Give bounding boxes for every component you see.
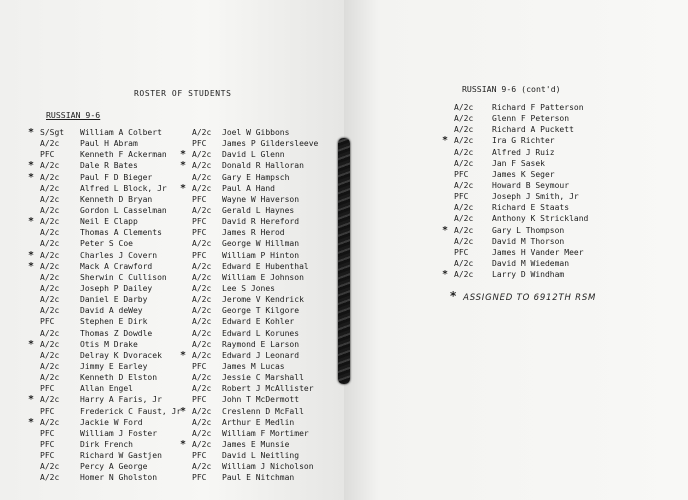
roster-row (182, 172, 342, 183)
student-name: Peter S Coe (80, 239, 133, 249)
student-name: Mack A Crawford (80, 261, 153, 271)
asterisk-mark: * (180, 160, 187, 172)
student-name: Richard A Puckett (492, 125, 574, 135)
rank: A/2c (454, 203, 474, 213)
rank: A/2c (454, 136, 474, 146)
rank: A/2c (40, 417, 60, 427)
roster-row (182, 361, 342, 372)
rank: A/2c (40, 473, 60, 483)
student-name: Kenneth D Elston (80, 373, 158, 383)
student-name: Sherwin C Cullison (80, 272, 167, 282)
roster-row (444, 135, 604, 146)
student-name: Raymond E Larson (222, 339, 300, 349)
roster-row (30, 383, 190, 394)
student-name: Thomas Z Dowdle (80, 328, 153, 338)
roster-row (444, 236, 604, 247)
roster-row (30, 261, 190, 272)
student-name: Ira G Richter (492, 136, 555, 146)
rank: A/2c (192, 283, 212, 293)
roster-row (182, 216, 342, 227)
student-name: Jessie C Marshall (222, 373, 304, 383)
rank: PFC (40, 317, 55, 327)
rank: A/2c (40, 306, 60, 316)
student-name: Dirk French (80, 439, 133, 449)
student-name: Stephen E Dirk (80, 317, 148, 327)
student-name: Donald R Halloran (222, 161, 304, 171)
student-name: Edward L Korunes (222, 328, 300, 338)
roster-row (182, 238, 342, 249)
roster-row (444, 169, 604, 180)
rank: A/2c (40, 250, 60, 260)
rank: PFC (454, 169, 469, 179)
rank: A/2c (40, 350, 60, 360)
asterisk-mark: * (180, 405, 187, 417)
student-name: Paul F D Bieger (80, 172, 153, 182)
rank: A/2c (40, 339, 60, 349)
roster-row (444, 202, 604, 213)
roster-row (444, 180, 604, 191)
student-name: Alfred J Ruiz (492, 147, 555, 157)
rank: PFC (192, 228, 207, 238)
student-name: Kenneth D Bryan (80, 194, 153, 204)
rank: PFC (192, 451, 207, 461)
student-name: Glenn F Peterson (492, 114, 570, 124)
roster-row (30, 294, 190, 305)
roster-row (30, 138, 190, 149)
student-name: Otis M Drake (80, 339, 138, 349)
rank: A/2c (192, 384, 212, 394)
rank: A/2c (40, 217, 60, 227)
student-name: James P Gildersleeve (222, 139, 319, 149)
student-name: Lee S Jones (222, 283, 275, 293)
roster-row (30, 250, 190, 261)
roster-row (182, 250, 342, 261)
roster-row (182, 205, 342, 216)
rank: PFC (40, 428, 55, 438)
rank: A/2c (192, 128, 212, 137)
roster-row (444, 247, 604, 258)
asterisk-mark: * (180, 149, 187, 161)
student-name: William A Colbert (80, 128, 162, 137)
rank: A/2c (40, 395, 60, 405)
student-name: William P Hinton (222, 250, 300, 260)
roster-row (444, 147, 604, 158)
roster-row (182, 372, 342, 383)
student-name: Howard B Seymour (492, 180, 570, 190)
rank: A/2c (192, 350, 212, 360)
roster-row (30, 216, 190, 227)
student-name: Richard W Gastjen (80, 451, 162, 461)
roster-row (182, 272, 342, 283)
rank: A/2c (192, 272, 212, 282)
rank: PFC (454, 247, 469, 257)
student-name: Richard E Staats (492, 203, 570, 213)
asterisk-mark: * (180, 349, 187, 361)
rank: PFC (192, 194, 207, 204)
student-name: Percy A George (80, 462, 148, 472)
asterisk-mark: * (28, 260, 35, 272)
rank: PFC (40, 406, 55, 416)
roster-row (182, 339, 342, 350)
roster-column-2 (182, 127, 342, 484)
student-name: David M Wiedeman (492, 258, 570, 268)
roster-row (444, 269, 604, 280)
roster-row (30, 272, 190, 283)
rank: A/2c (454, 158, 474, 168)
roster-row (182, 305, 342, 316)
rank: A/2c (454, 270, 474, 280)
student-name: James R Herod (222, 228, 285, 238)
rank: A/2c (454, 258, 474, 268)
student-name: William J Nicholson (222, 462, 314, 472)
student-name: James K Seger (492, 169, 555, 179)
continued-heading: RUSSIAN 9-6 (cont'd) (462, 84, 561, 94)
rank: A/2c (40, 139, 60, 149)
rank: A/2c (40, 361, 60, 371)
roster-row (30, 461, 190, 472)
rank: PFC (192, 217, 207, 227)
roster-row (30, 160, 190, 171)
student-name: Edward J Leonard (222, 350, 300, 360)
roster-row (182, 160, 342, 171)
roster-row (30, 328, 190, 339)
roster-row (30, 361, 190, 372)
rank: A/2c (192, 328, 212, 338)
student-name: Gary E Hampsch (222, 172, 290, 182)
asterisk-mark: * (28, 394, 35, 406)
rank: A/2c (40, 373, 60, 383)
student-name: Arthur E Medlin (222, 417, 295, 427)
rank: A/2c (454, 147, 474, 157)
roster-row (30, 183, 190, 194)
rank: S/Sgt (40, 128, 65, 137)
student-name: Thomas A Clements (80, 228, 162, 238)
roster-row (30, 238, 190, 249)
roster-row (444, 258, 604, 269)
student-name: Paul A Hand (222, 183, 275, 193)
roster-row (30, 283, 190, 294)
roster-row (182, 383, 342, 394)
asterisk-mark: * (28, 216, 35, 228)
roster-column-1 (30, 127, 190, 484)
student-name: Joel W Gibbons (222, 128, 290, 137)
rank: A/2c (192, 317, 212, 327)
student-name: Harry A Faris, Jr (80, 395, 162, 405)
rank: A/2c (40, 272, 60, 282)
student-name: Gordon L Casselman (80, 205, 167, 215)
roster-row (444, 225, 604, 236)
roster-row (182, 461, 342, 472)
student-name: Jimmy E Earley (80, 361, 148, 371)
roster-row (182, 149, 342, 160)
roster-row (182, 328, 342, 339)
roster-row (182, 261, 342, 272)
student-name: George T Kilgore (222, 306, 300, 316)
roster-row (182, 450, 342, 461)
student-name: Creslenn D McFall (222, 406, 304, 416)
rank: A/2c (454, 214, 474, 224)
roster-row (444, 102, 604, 113)
asterisk-mark: * (28, 127, 35, 138)
student-name: Frederick C Faust, Jr (80, 406, 182, 416)
roster-row (182, 472, 342, 483)
student-name: Dale R Bates (80, 161, 138, 171)
rank: A/2c (454, 225, 474, 235)
handwritten-note-text: ASSIGNED TO 6912TH RSM (463, 293, 597, 303)
roster-row (182, 406, 342, 417)
student-name: Joseph P Dailey (80, 283, 153, 293)
roster-row (30, 372, 190, 383)
roster-row (30, 339, 190, 350)
student-name: David A deWey (80, 306, 143, 316)
asterisk-mark: * (28, 416, 35, 428)
rank: A/2c (40, 228, 60, 238)
student-name: Gary L Thompson (492, 225, 565, 235)
roster-row (182, 183, 342, 194)
rank: A/2c (454, 103, 474, 112)
roster-row (30, 172, 190, 183)
roster-row (444, 113, 604, 124)
student-name: Richard F Patterson (492, 103, 584, 112)
student-name: Jerome V Kendrick (222, 295, 304, 305)
rank: A/2c (454, 114, 474, 124)
student-name: Robert J McAllister (222, 384, 314, 394)
asterisk-mark: * (28, 160, 35, 172)
student-name: Wayne W Haverson (222, 194, 300, 204)
roster-row (30, 149, 190, 160)
student-name: Paul H Abram (80, 139, 138, 149)
roster-row (182, 428, 342, 439)
rank: A/2c (192, 183, 212, 193)
rank: A/2c (192, 339, 212, 349)
roster-row (182, 294, 342, 305)
rank: PFC (192, 250, 207, 260)
roster-row (30, 316, 190, 327)
asterisk-mark: * (28, 249, 35, 261)
asterisk-mark: * (442, 269, 449, 281)
student-name: Neil E Clapp (80, 217, 138, 227)
rank: A/2c (454, 125, 474, 135)
rank: A/2c (40, 295, 60, 305)
rank: PFC (40, 439, 55, 449)
roster-row (30, 428, 190, 439)
roster-column-3 (444, 102, 604, 280)
rank: A/2c (192, 172, 212, 182)
student-name: Edward E Kohler (222, 317, 295, 327)
roster-row (182, 394, 342, 405)
rank: A/2c (192, 306, 212, 316)
roster-row (444, 124, 604, 135)
roster-row (30, 194, 190, 205)
student-name: David R Hereford (222, 217, 300, 227)
rank: A/2c (192, 462, 212, 472)
student-name: William E Johnson (222, 272, 304, 282)
roster-row (444, 191, 604, 202)
roster-row (182, 417, 342, 428)
asterisk-mark: * (28, 338, 35, 350)
roster-row (444, 158, 604, 169)
rank: A/2c (40, 239, 60, 249)
asterisk-mark: * (442, 224, 449, 236)
rank: A/2c (192, 205, 212, 215)
roster-row (182, 194, 342, 205)
student-name: David L Glenn (222, 150, 285, 160)
roster-row (30, 394, 190, 405)
binding-cord (338, 138, 350, 384)
student-name: James E Munsie (222, 439, 290, 449)
rank: A/2c (192, 161, 212, 171)
roster-row (30, 127, 190, 138)
rank: A/2c (40, 161, 60, 171)
rank: A/2c (40, 194, 60, 204)
roster-row (30, 450, 190, 461)
student-name: Larry D Windham (492, 270, 565, 280)
rank: A/2c (40, 205, 60, 215)
student-name: William F Mortimer (222, 428, 309, 438)
roster-row (30, 305, 190, 316)
roster-row (30, 227, 190, 238)
roster-row (30, 205, 190, 216)
rank: A/2c (40, 283, 60, 293)
roster-row (182, 227, 342, 238)
asterisk-mark: * (180, 438, 187, 450)
student-name: John T McDermott (222, 395, 300, 405)
rank: A/2c (40, 462, 60, 472)
roster-row (182, 283, 342, 294)
roster-row (444, 213, 604, 224)
rank: A/2c (192, 150, 212, 160)
asterisk-mark: * (442, 135, 449, 147)
rank: A/2c (40, 261, 60, 271)
handwritten-note (450, 289, 596, 303)
student-name: David M Thorson (492, 236, 565, 246)
student-name: Anthony K Strickland (492, 214, 589, 224)
student-name: George W Hillman (222, 239, 300, 249)
student-name: Gerald L Haynes (222, 205, 295, 215)
student-name: William J Foster (80, 428, 158, 438)
rank: PFC (192, 139, 207, 149)
rank: A/2c (454, 236, 474, 246)
rank: PFC (192, 473, 207, 483)
rank: A/2c (192, 406, 212, 416)
roster-row (182, 138, 342, 149)
roster-row (30, 406, 190, 417)
rank: A/2c (40, 183, 60, 193)
roster-row (182, 316, 342, 327)
rank: PFC (40, 451, 55, 461)
rank: A/2c (40, 172, 60, 182)
rank: A/2c (192, 428, 212, 438)
student-name: James H Vander Meer (492, 247, 584, 257)
right-page (344, 0, 688, 500)
student-name: Homer N Gholston (80, 473, 158, 483)
rank: A/2c (40, 328, 60, 338)
student-name: Edward E Hubenthal (222, 261, 309, 271)
roster-row (30, 439, 190, 450)
rank: PFC (192, 361, 207, 371)
rank: PFC (40, 150, 55, 160)
student-name: Charles J Covern (80, 250, 158, 260)
roster-title: ROSTER OF STUDENTS (134, 89, 232, 98)
student-name: Joseph J Smith, Jr (492, 192, 579, 202)
rank: A/2c (192, 417, 212, 427)
roster-row (182, 127, 342, 138)
rank: A/2c (192, 295, 212, 305)
student-name: Kenneth F Ackerman (80, 150, 167, 160)
rank: A/2c (192, 373, 212, 383)
rank: PFC (454, 192, 469, 202)
roster-row (30, 417, 190, 428)
student-name: David L Neitling (222, 451, 300, 461)
roster-row (182, 350, 342, 361)
rank: PFC (40, 384, 55, 394)
student-name: Jan F Sasek (492, 158, 545, 168)
rank: A/2c (192, 261, 212, 271)
student-name: Allan Engel (80, 384, 133, 394)
rank: PFC (192, 395, 207, 405)
student-name: Paul E Nitchman (222, 473, 295, 483)
student-name: Daniel E Darby (80, 295, 148, 305)
student-name: Alfred L Block, Jr (80, 183, 167, 193)
asterisk-mark: * (180, 182, 187, 194)
student-name: James M Lucas (222, 361, 285, 371)
roster-row (30, 472, 190, 483)
rank: A/2c (454, 180, 474, 190)
asterisk-icon: * (450, 289, 458, 303)
roster-row (182, 439, 342, 450)
class-heading: RUSSIAN 9-6 (46, 110, 101, 120)
rank: A/2c (192, 239, 212, 249)
asterisk-mark: * (28, 171, 35, 183)
student-name: Delray K Dvoracek (80, 350, 162, 360)
student-name: Jackie W Ford (80, 417, 143, 427)
rank: A/2c (192, 439, 212, 449)
roster-row (30, 350, 190, 361)
